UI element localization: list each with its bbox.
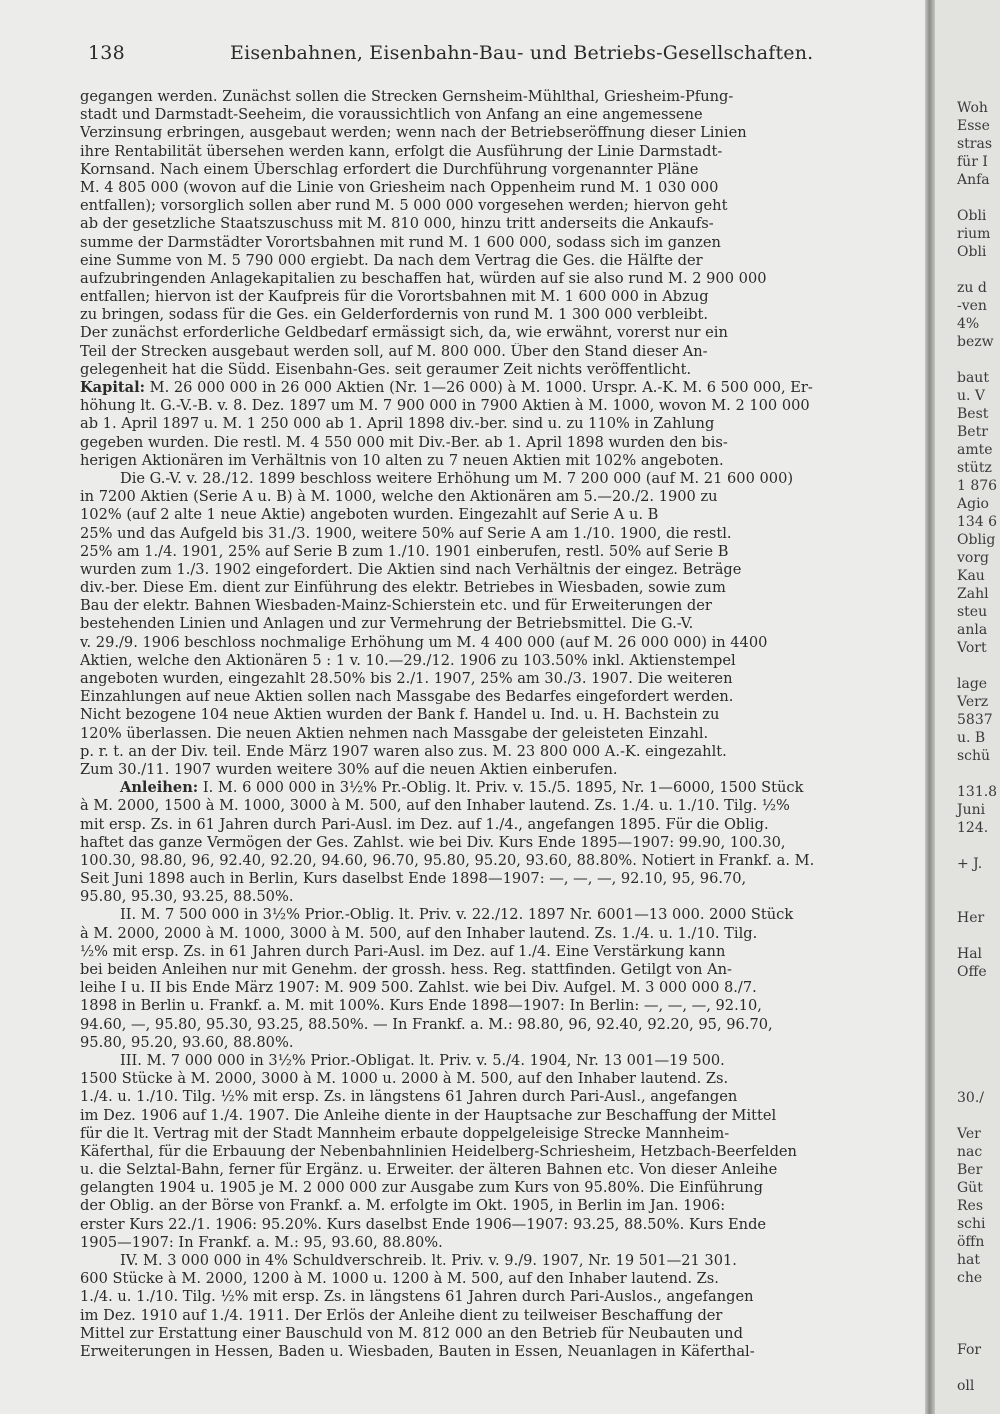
text-line: 120% überlassen. Die neuen Aktien nehmen nach Massgabe der geleisteten Einzahl.: [80, 724, 709, 742]
page-number: 138: [88, 42, 125, 64]
text-line: ab 1. April 1897 u. M. 1 250 000 ab 1. April 1898 div.-ber. sind u. zu 110% in Zahlung: [80, 415, 715, 433]
text-line: p. r. t. an der Div. teil. Ende März 1907 waren also zus. M. 23 800 000 A.-K. eingezahlt.: [80, 742, 727, 760]
adjacent-page-fragment: steu: [957, 604, 988, 620]
text-line: M. 4 805 000 (wovon auf die Linie von Griesheim nach Oppenheim rund M. 1 030 000: [80, 178, 719, 196]
anleihe-ii-first: II. M. 7 500 000 in 3½% Prior.-Oblig. lt. Priv. v. 22./12. 1897 Nr. 6001—13 000. 2000 Stück: [120, 906, 794, 924]
adjacent-page-fragment: 134 6: [957, 514, 998, 530]
adjacent-page-fragment: Hal: [957, 946, 983, 962]
adjacent-page-fragment: For: [957, 1342, 982, 1358]
text-line: Einzahlungen auf neue Aktien sollen nach Massgabe des Bedarfes eingefordert werden.: [80, 688, 734, 706]
text-line: 600 Stücke à M. 2000, 1200 à M. 1000 u. 1200 à M. 500, auf den Inhaber lautend. Zs.: [80, 1270, 719, 1288]
text-line: Seit Juni 1898 auch in Berlin, Kurs daselbst Ende 1898—1907: —, —, —, 92.10, 95, 96.70,: [80, 870, 747, 888]
adjacent-page-fragment: 4%: [957, 316, 980, 332]
adjacent-page-fragment: schü: [957, 748, 991, 764]
adjacent-page-fragment: Güt: [957, 1180, 983, 1196]
text-line: ihre Rentabilität übersehen werden kann, erfolgt die Ausführung der Linie Darmstadt-: [80, 142, 723, 160]
text-line: zu bringen, sodass für die Ges. ein Gelderfordernis von rund M. 1 300 000 verbleibt.: [80, 306, 709, 324]
text-line: im Dez. 1910 auf 1./4. 1911. Der Erlös der Anleihe dient zu teilweiser Beschaffung der: [80, 1306, 723, 1324]
text-line: bestehenden Linien und Anlagen und zur Vermehrung der Betriebsmittel. Die G.-V.: [80, 615, 694, 633]
text-line: in 7200 Aktien (Serie A u. B) à M. 1000, welche den Aktionären am 5.—20./2. 1900 zu: [80, 488, 718, 506]
text-line: 1./4. u. 1./10. Tilg. ½% mit ersp. Zs. in längstens 61 Jahren durch Pari-Ausl., angefangen: [80, 1088, 738, 1106]
adjacent-page-fragment: stras: [957, 136, 993, 152]
text-line: Nicht bezogene 104 neue Aktien wurden der Bank f. Handel u. Ind. u. H. Bachstein zu: [80, 706, 720, 724]
text-line: 100.30, 98.80, 96, 92.40, 92.20, 94.60, 96.70, 95.80, 95.20, 93.60, 88.80%. Notiert in Frankf. a. M.: [80, 851, 815, 869]
anleihe-i-paragraph: [80, 797, 920, 906]
adjacent-page-fragment: Ber: [957, 1162, 983, 1178]
adjacent-page-fragment: Oblig: [957, 532, 996, 548]
adjacent-page-fragment: Betr: [957, 424, 988, 440]
text-line: für die lt. Vertrag mit der Stadt Mannheim erbaute doppelgeleisige Strecke Mannheim-: [80, 1124, 730, 1142]
text-line: der Oblig. an der Börse von Frankf. a. M. erfolgte im Okt. 1905, in Berlin im Jan. 1906:: [80, 1197, 726, 1215]
text-line: Kornsand. Nach einem Überschlag erfordert die Durchführung vorgenannter Pläne: [80, 160, 699, 178]
text-line: mit ersp. Zs. in 61 Jahren durch Pari-Ausl. im Dez. auf 1./4., angefangen 1895. Für die Oblig.: [80, 815, 769, 833]
text-line: aufzubringenden Anlagekapitalien zu beschaffen hat, würden auf sie also rund M. 2 900 000: [80, 269, 767, 287]
adjacent-page-fragment: Esse: [957, 118, 990, 134]
kapital-paragraph: [80, 397, 920, 470]
text-line: 25% und das Aufgeld bis 31./3. 1900, weitere 50% auf Serie A am 1./10. 1900, die restl.: [80, 524, 732, 542]
text-line: summe der Darmstädter Vorortsbahnen mit rund M. 1 600 000, sodass sich im ganzen: [80, 233, 721, 251]
text-line: gelegenheit hat die Südd. Eisenbahn-Ges. seit geraumer Zeit nichts veröffentlicht.: [80, 360, 692, 378]
adjacent-page-fragment: u. B: [957, 730, 986, 746]
adjacent-page-fragment: che: [957, 1270, 983, 1286]
text-line: ½% mit ersp. Zs. in 61 Jahren durch Pari-Ausl. im Dez. auf 1./4. Eine Verstärkung kann: [80, 942, 726, 960]
adjacent-page-fragment: vorg: [957, 550, 989, 566]
text-line: entfallen); vorsorglich sollen aber rund M. 5 000 000 vorgesehen werden; hiervon geht: [80, 197, 728, 215]
text-line: 95.80, 95.30, 93.25, 88.50%.: [80, 888, 294, 906]
adjacent-page-fragment: rium: [957, 226, 991, 242]
intro-paragraph: [80, 88, 920, 379]
text-line: Mittel zur Erstattung einer Bauschuld von M. 812 000 an den Betrieb für Neubauten und: [80, 1324, 743, 1342]
text-line: wurden zum 1./3. 1902 eingefordert. Die Aktien sind nach Verhältnis der eingez. Beträge: [80, 560, 742, 578]
adjacent-page-fragment: 1 876: [957, 478, 998, 494]
adjacent-page-fragment: Vort: [957, 640, 987, 656]
adjacent-page-fragment: Best: [957, 406, 989, 422]
anleihen-first-line: Anleihen: I. M. 6 000 000 in 3½% Pr.-Oblig. lt. Priv. v. 15./5. 1895, Nr. 1—6000, 1500 Stück: [120, 779, 804, 797]
text-line: 25% am 1./4. 1901, 25% auf Serie B zum 1./10. 1901 einberufen, restl. 50% auf Serie B: [80, 542, 729, 560]
text-line: 95.80, 95.20, 93.60, 88.80%.: [80, 1033, 294, 1051]
adjacent-page-fragment: 131.8: [957, 784, 998, 800]
adjacent-page-fragment: stütz: [957, 460, 992, 476]
adjacent-page-fragment: Anfa: [957, 172, 990, 188]
text-line: gegangen werden. Zunächst sollen die Strecken Gernsheim-Mühlthal, Griesheim-Pfung-: [80, 88, 734, 105]
text-line: leihe I u. II bis Ende März 1907: M. 909 500. Zahlst. wie bei Div. Aufgel. M. 3 000 000 8./7.: [80, 979, 757, 997]
adjacent-page-fragment: bezw: [957, 334, 994, 350]
text-line: Aktien, welche den Aktionären 5 : 1 v. 10.—29./12. 1906 zu 103.50% inkl. Aktienstempel: [80, 651, 736, 669]
adjacent-page-fragment: oll: [957, 1378, 975, 1394]
text-line: stadt und Darmstadt-Seeheim, die voraussichtlich von Anfang an eine angemessene: [80, 106, 703, 124]
text-line: höhung lt. G.-V.-B. v. 8. Dez. 1897 um M. 7 900 000 in 7900 Aktien à M. 1000, wovon M. 2 100 000: [80, 397, 810, 415]
adjacent-page-fragment: baut: [957, 370, 989, 386]
text-line: 1500 Stücke à M. 2000, 3000 à M. 1000 u. 2000 à M. 500, auf den Inhaber lautend. Zs.: [80, 1070, 729, 1088]
anleihe-iv-first: IV. M. 3 000 000 in 4% Schuldverschreib. lt. Priv. v. 9./9. 1907, Nr. 19 501—21 301.: [120, 1252, 737, 1269]
adjacent-page-fragment: 30./: [957, 1090, 984, 1106]
adjacent-page-fragment: öffn: [957, 1234, 985, 1250]
adjacent-page-fragment: 124.: [957, 820, 989, 836]
text-line: Zum 30./11. 1907 wurden weitere 30% auf die neuen Aktien einberufen.: [80, 760, 618, 778]
text-line: ab der gesetzliche Staatszuschuss mit M. 810 000, hinzu tritt anderseits die Ankaufs-: [80, 215, 714, 233]
book-gutter: [925, 0, 935, 1414]
text-line: angeboten wurden, eingezahlt 28.50% bis 2./1. 1907, 25% am 30./3. 1907. Die weiteren: [80, 670, 733, 687]
adjacent-page-fragment: Woh: [957, 100, 988, 116]
adjacent-page-fragment: nac: [957, 1144, 983, 1160]
text-line: Teil der Strecken ausgebaut werden soll, auf M. 800 000. Über den Stand dieser An-: [80, 342, 708, 360]
text-line: v. 29./9. 1906 beschloss nochmalige Erhöhung um M. 4 400 000 (auf M. 26 000 000) in 4400: [80, 633, 768, 651]
adjacent-page-fragment: amte: [957, 442, 993, 458]
adjacent-page-fragment: 5837: [957, 712, 993, 728]
adjacent-page-fragment: lage: [957, 676, 988, 692]
text-line: Erweiterungen in Hessen, Baden u. Wiesbaden, Bauten in Essen, Neuanlagen in Käferthal-: [80, 1342, 755, 1360]
anleihe-iii-first: III. M. 7 000 000 in 3½% Prior.-Obligat. lt. Priv. v. 5./4. 1904, Nr. 13 001—19 500.: [120, 1051, 725, 1069]
text-line: Bau der elektr. Bahnen Wiesbaden-Mainz-Schierstein etc. und für Erweiterungen der: [80, 597, 712, 615]
kapital-first-line: Kapital: M. 26 000 000 in 26 000 Aktien (Nr. 1—26 000) à M. 1000. Urspr. A.-K. M. 6 500 000, Er-: [80, 379, 813, 396]
text-line: à M. 2000, 1500 à M. 1000, 3000 à M. 500, auf den Inhaber lautend. Zs. 1./4. u. 1./10. Tilg. ½%: [80, 797, 790, 815]
anleihe-iii-paragraph: [80, 1070, 920, 1252]
text-line: eine Summe von M. 5 790 000 ergiebt. Da nach dem Vertrag die Ges. die Hälfte der: [80, 251, 703, 269]
adjacent-page-fragment: für I: [957, 154, 988, 170]
text-line: div.-ber. Diese Em. dient zur Einführung des elektr. Betriebes in Wiesbaden, sowie zum: [80, 579, 726, 597]
text-line: Verzinsung erbringen, ausgebaut werden; wenn nach der Betriebseröffnung dieser Linien: [80, 124, 747, 142]
text-line: 1898 in Berlin u. Frankf. a. M. mit 100%. Kurs Ende 1898—1907: In Berlin: —, —, —, 92.10,: [80, 997, 762, 1015]
adjacent-page-fragment: hat: [957, 1252, 980, 1268]
kapital-label: Kapital:: [80, 379, 146, 396]
text-line: im Dez. 1906 auf 1./4. 1907. Die Anleihe diente in der Hauptsache zur Beschaffung der Mittel: [80, 1106, 777, 1124]
text-line: 94.60, —, 95.80, 95.30, 93.25, 88.50%. — In Frankf. a. M.: 98.80, 96, 92.40, 92.20, 95, 96.70,: [80, 1015, 773, 1033]
text-line: Käferthal, für die Erbauung der Nebenbahnlinien Heidelberg-Schriesheim, Hetzbach-Beerfelden: [80, 1142, 797, 1160]
kapital-para2-first: Die G.-V. v. 28./12. 1899 beschloss weitere Erhöhung um M. 7 200 000 (auf M. 21 600 000): [120, 469, 794, 487]
kapital-paragraph-2: [80, 488, 920, 779]
adjacent-page-fragment: Kau: [957, 568, 985, 584]
text-line: Der zunächst erforderliche Geldbedarf ermässigt sich, da, wie erwähnt, vorerst nur ein: [80, 324, 728, 342]
anleihe-iv-paragraph: [80, 1270, 920, 1361]
adjacent-page-fragment: Res: [957, 1198, 984, 1214]
text-line: entfallen; hiervon ist der Kaufpreis für die Vorortsbahnen mit M. 1 600 000 in Abzug: [80, 288, 709, 306]
adjacent-page-fragment: Obli: [957, 208, 987, 224]
text-line: 1905—1907: In Frankf. a. M.: 95, 93.60, 88.80%.: [80, 1233, 443, 1251]
text-line: à M. 2000, 2000 à M. 1000, 3000 à M. 500, auf den Inhaber lautend. Zs. 1./4. u. 1./10. Tilg.: [80, 924, 758, 942]
adjacent-page-fragment: Verz: [957, 694, 989, 710]
text-line: bei beiden Anleihen nur mit Genehm. der grossh. hess. Reg. stattfinden. Getilgt von An-: [80, 961, 732, 978]
anleihe-ii-paragraph: [80, 925, 920, 1052]
text-line: 1./4. u. 1./10. Tilg. ½% mit ersp. Zs. in längstens 61 Jahren durch Pari-Auslos., angefangen: [80, 1288, 754, 1306]
text-line: erster Kurs 22./1. 1906: 95.20%. Kurs daselbst Ende 1906—1907: 93.25, 88.50%. Kurs Ende: [80, 1215, 767, 1233]
adjacent-page-fragment: Juni: [957, 802, 986, 818]
text-line: gegeben wurden. Die restl. M. 4 550 000 mit Div.-Ber. ab 1. April 1898 wurden den bis-: [80, 433, 728, 451]
text-line: herigen Aktionären im Verhältnis von 10 alten zu 7 neuen Aktien mit 102% angeboten.: [80, 451, 724, 469]
adjacent-page-fragment: zu d: [957, 280, 987, 296]
adjacent-page-fragment: Agio: [957, 496, 989, 512]
adjacent-page-fragment: Ver: [957, 1126, 981, 1142]
anleihen-label: Anleihen:: [120, 779, 199, 797]
running-head: Eisenbahnen, Eisenbahn-Bau- und Betriebs-Gesellschaften.: [230, 42, 814, 64]
adjacent-page-fragment: schi: [957, 1216, 986, 1232]
adjacent-page-edge: [935, 0, 1000, 1414]
adjacent-page-fragment: -ven: [957, 298, 987, 314]
adjacent-page-fragment: anla: [957, 622, 988, 638]
adjacent-page-fragment: Obli: [957, 244, 987, 260]
adjacent-page-fragment: Zahl: [957, 586, 989, 602]
text-column: [80, 88, 920, 1408]
text-line: haftet das ganze Vermögen der Ges. Zahlst. wie bei Div. Kurs Ende 1895—1907: 99.90, 100.30,: [80, 833, 786, 851]
text-line: gelangten 1904 u. 1905 je M. 2 000 000 zur Ausgabe zum Kurs von 95.80%. Die Einführung: [80, 1179, 763, 1197]
adjacent-page-fragment: Her: [957, 910, 985, 926]
text-line: u. die Selztal-Bahn, ferner für Ergänz. u. Erweiter. der älteren Bahnen etc. Von dieser Anleihe: [80, 1161, 778, 1179]
text-line: 102% (auf 2 alte 1 neue Aktie) angeboten wurden. Eingezahlt auf Serie A u. B: [80, 506, 659, 524]
adjacent-page-fragment: Offe: [957, 964, 987, 980]
page-header: [88, 42, 918, 72]
adjacent-page-fragment: + J.: [957, 856, 983, 872]
adjacent-page-fragment: u. V: [957, 388, 986, 404]
